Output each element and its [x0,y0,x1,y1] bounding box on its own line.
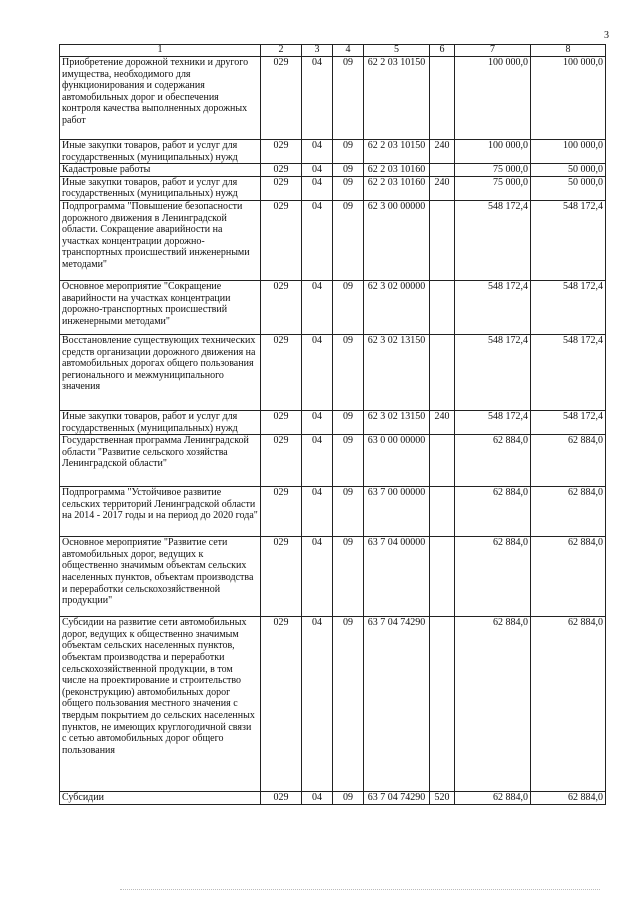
header-cell: 1 [60,45,261,57]
cell-subsection: 09 [333,334,364,410]
cell-subsection: 09 [333,410,364,434]
header-cell: 3 [302,45,333,57]
row-description: Иные закупки товаров, работ и услуг для государственных (муниципальных) нужд [60,140,261,164]
cell-subsection: 09 [333,140,364,164]
header-cell: 4 [333,45,364,57]
cell-amount-col7: 62 884,0 [455,617,531,792]
cell-subsection: 09 [333,537,364,617]
cell-amount-col7: 62 884,0 [455,487,531,537]
cell-section: 04 [302,200,333,280]
cell-amount-col8: 548 172,4 [531,410,606,434]
table-row [60,537,606,617]
cell-subsection: 09 [333,792,364,805]
cell-expense-type [430,164,455,177]
cell-amount-col7: 62 884,0 [455,537,531,617]
cell-expense-type: 240 [430,176,455,200]
cell-target-article: 62 2 03 10150 [364,140,430,164]
cell-expense-type [430,537,455,617]
cell-amount-col8: 548 172,4 [531,200,606,280]
row-description: Иные закупки товаров, работ и услуг для государственных (муниципальных) нужд [60,410,261,434]
row-description: Подпрограмма "Устойчивое развитие сельских территорий Ленинградской области на 2014 - 2017 годы и на период до 2020 года" [60,487,261,537]
cell-admin-code: 029 [261,280,302,334]
bottom-divider [120,889,600,890]
header-cell: 7 [455,45,531,57]
cell-expense-type [430,617,455,792]
cell-expense-type [430,57,455,140]
cell-section: 04 [302,280,333,334]
cell-expense-type [430,435,455,487]
cell-amount-col8: 100 000,0 [531,57,606,140]
cell-admin-code: 029 [261,57,302,140]
row-description: Приобретение дорожной техники и другого имущества, необходимого для функционирования и содержания автомобильных дорог и обеспечения контроля качества выполненных дорожных работ [60,57,261,140]
cell-expense-type: 520 [430,792,455,805]
cell-admin-code: 029 [261,537,302,617]
row-description: Иные закупки товаров, работ и услуг для государственных (муниципальных) нужд [60,176,261,200]
cell-expense-type: 240 [430,410,455,434]
cell-expense-type: 240 [430,140,455,164]
row-description: Основное мероприятие "Сокращение аварийности на участках концентрации дорожно-транспортных происшествий инженерными методами" [60,280,261,334]
cell-admin-code: 029 [261,487,302,537]
header-cell: 5 [364,45,430,57]
cell-amount-col8: 62 884,0 [531,487,606,537]
table-row [60,200,606,280]
cell-section: 04 [302,334,333,410]
row-description: Кадастровые работы [60,164,261,177]
cell-target-article: 63 7 04 00000 [364,537,430,617]
row-description: Подпрограмма "Повышение безопасности дорожного движения в Ленинградской области. Сокращение аварийности на участках концентрации дорожно-транспортных происшествий инженерными методами" [60,200,261,280]
row-description: Государственная программа Ленинградской области "Развитие сельского хозяйства Ленинградской области" [60,435,261,487]
cell-subsection: 09 [333,164,364,177]
cell-target-article: 62 3 02 13150 [364,334,430,410]
row-description: Восстановление существующих технических средств организации дорожного движения на автомобильных дорогах общего пользования регионального и межмуниципального значения [60,334,261,410]
cell-section: 04 [302,176,333,200]
cell-subsection: 09 [333,176,364,200]
cell-expense-type [430,487,455,537]
cell-section: 04 [302,410,333,434]
cell-admin-code: 029 [261,435,302,487]
cell-admin-code: 029 [261,792,302,805]
cell-amount-col7: 75 000,0 [455,164,531,177]
cell-amount-col7: 100 000,0 [455,57,531,140]
cell-subsection: 09 [333,435,364,487]
cell-section: 04 [302,140,333,164]
cell-amount-col7: 548 172,4 [455,410,531,434]
cell-target-article: 63 0 00 00000 [364,435,430,487]
cell-expense-type [430,200,455,280]
cell-target-article: 62 3 02 00000 [364,280,430,334]
row-description: Субсидии на развитие сети автомобильных дорог, ведущих к общественно значимым объектам сельских населенных пунктов, объектам производства и переработки сельскохозяйственной продукции, в том числе на проектирование и строительство (реконструкцию) автомобильных дорог общего пользования местного значения с твердым покрытием до сельских населенных пунктов, не имеющих круглогодичной связи с сетью автомобильных дорог общего пользования [60,617,261,792]
cell-amount-col7: 548 172,4 [455,200,531,280]
budget-table [59,44,606,805]
cell-target-article: 63 7 04 74290 [364,792,430,805]
table-row [60,176,606,200]
header-row [60,45,606,57]
cell-subsection: 09 [333,200,364,280]
cell-target-article: 62 3 00 00000 [364,200,430,280]
cell-amount-col8: 50 000,0 [531,164,606,177]
cell-amount-col7: 75 000,0 [455,176,531,200]
cell-expense-type [430,334,455,410]
table-row [60,334,606,410]
table-row [60,487,606,537]
cell-amount-col7: 62 884,0 [455,792,531,805]
table-row [60,617,606,792]
row-description: Субсидии [60,792,261,805]
cell-admin-code: 029 [261,410,302,434]
cell-amount-col8: 62 884,0 [531,537,606,617]
cell-amount-col8: 100 000,0 [531,140,606,164]
cell-admin-code: 029 [261,617,302,792]
header-cell: 8 [531,45,606,57]
cell-admin-code: 029 [261,140,302,164]
table-row [60,435,606,487]
cell-subsection: 09 [333,617,364,792]
cell-target-article: 62 2 03 10150 [364,57,430,140]
cell-section: 04 [302,487,333,537]
table-row [60,792,606,805]
cell-section: 04 [302,435,333,487]
cell-amount-col7: 548 172,4 [455,334,531,410]
cell-subsection: 09 [333,57,364,140]
cell-subsection: 09 [333,280,364,334]
header-cell: 2 [261,45,302,57]
cell-admin-code: 029 [261,200,302,280]
table-row [60,410,606,434]
table-row [60,57,606,140]
cell-target-article: 62 2 03 10160 [364,164,430,177]
cell-section: 04 [302,537,333,617]
cell-section: 04 [302,617,333,792]
cell-amount-col7: 548 172,4 [455,280,531,334]
cell-amount-col8: 62 884,0 [531,435,606,487]
cell-section: 04 [302,164,333,177]
cell-section: 04 [302,792,333,805]
cell-amount-col8: 62 884,0 [531,792,606,805]
header-cell: 6 [430,45,455,57]
cell-target-article: 63 7 04 74290 [364,617,430,792]
cell-subsection: 09 [333,487,364,537]
table-row [60,280,606,334]
cell-admin-code: 029 [261,176,302,200]
cell-admin-code: 029 [261,334,302,410]
table-row [60,164,606,177]
cell-expense-type [430,280,455,334]
cell-amount-col8: 50 000,0 [531,176,606,200]
page-number: 3 [604,30,609,41]
cell-amount-col8: 62 884,0 [531,617,606,792]
cell-amount-col7: 100 000,0 [455,140,531,164]
cell-amount-col7: 62 884,0 [455,435,531,487]
table-row [60,140,606,164]
cell-amount-col8: 548 172,4 [531,280,606,334]
cell-section: 04 [302,57,333,140]
row-description: Основное мероприятие "Развитие сети автомобильных дорог, ведущих к общественно значимым объектам сельских населенных пунктов, объектам производства и переработки сельскохозяйственной продукции" [60,537,261,617]
cell-target-article: 63 7 00 00000 [364,487,430,537]
cell-admin-code: 029 [261,164,302,177]
cell-target-article: 62 3 02 13150 [364,410,430,434]
cell-target-article: 62 2 03 10160 [364,176,430,200]
cell-amount-col8: 548 172,4 [531,334,606,410]
